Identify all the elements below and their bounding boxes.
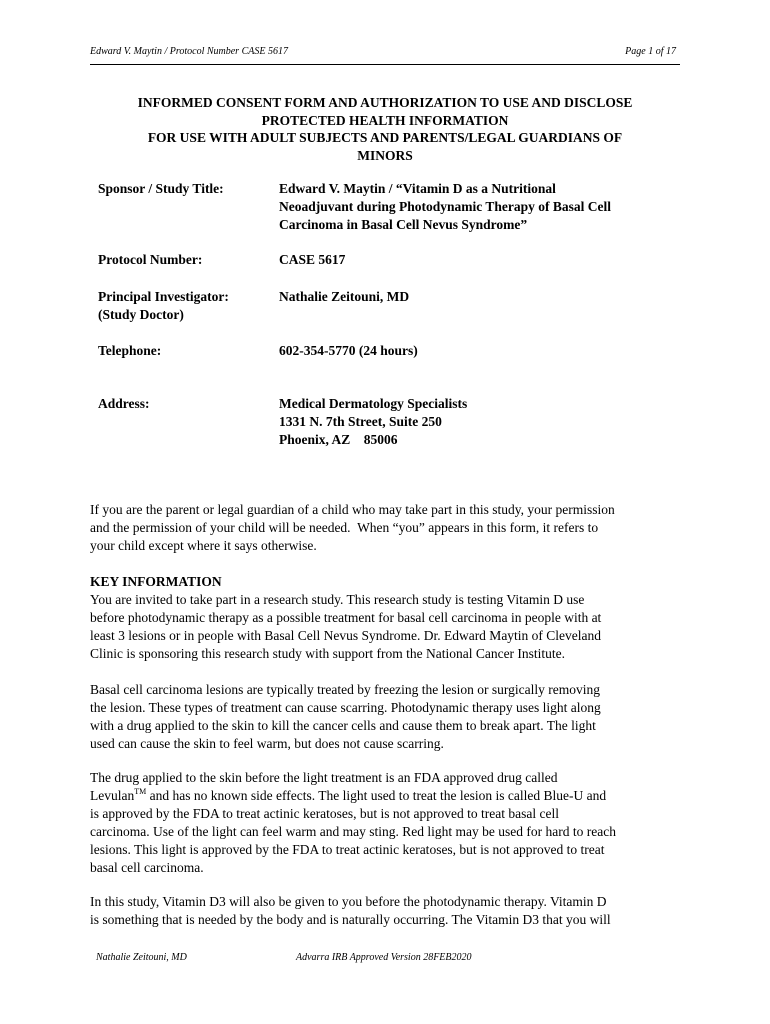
paragraph-line: basal cell carcinoma. bbox=[90, 860, 204, 875]
paragraph-line: used can cause the skin to feel warm, but does not cause scarring. bbox=[90, 736, 444, 751]
investigator-value: Nathalie Zeitouni, MD bbox=[279, 289, 410, 304]
key-information-section bbox=[90, 573, 690, 663]
vitamin-d-paragraph bbox=[90, 893, 690, 929]
address-row bbox=[98, 395, 688, 449]
header-divider bbox=[90, 64, 680, 65]
paragraph-line: is something that is needed by the body and is naturally occurring. The Vitamin D3 that you will bbox=[90, 912, 611, 927]
telephone-label: Telephone: bbox=[98, 343, 162, 358]
title-line: MINORS bbox=[357, 147, 413, 163]
footer-approval: Advarra IRB Approved Version 28FEB2020 bbox=[296, 952, 472, 963]
sponsor-label: Sponsor / Study Title: bbox=[98, 181, 224, 196]
investigator-label-line: (Study Doctor) bbox=[98, 307, 184, 322]
guardian-paragraph bbox=[90, 501, 690, 555]
paragraph-line: lesions. This light is approved by the FDA to treat actinic keratoses, but is not approved to treat bbox=[90, 842, 605, 857]
title-line: FOR USE WITH ADULT SUBJECTS AND PARENTS/LEGAL GUARDIANS OF bbox=[147, 130, 623, 145]
drug-paragraph bbox=[90, 769, 690, 877]
sponsor-value-line: Carcinoma in Basal Cell Nevus Syndrome” bbox=[279, 217, 528, 232]
investigator-label bbox=[98, 288, 273, 324]
paragraph-line: In this study, Vitamin D3 will also be given to you before the photodynamic therapy. Vitamin D bbox=[90, 894, 607, 909]
paragraph-line: You are invited to take part in a research study. This research study is testing Vitamin D use bbox=[90, 592, 585, 607]
treatment-paragraph bbox=[90, 681, 690, 753]
paragraph-line-rest: and has no known side effects. The light used to treat the lesion is called Blue-U and bbox=[146, 788, 607, 803]
paragraph-line: the lesion. These types of treatment can cause scarring. Photodynamic therapy uses light along bbox=[90, 700, 601, 715]
telephone-row bbox=[98, 342, 688, 360]
footer-investigator: Nathalie Zeitouni, MD bbox=[96, 952, 187, 963]
paragraph-line bbox=[90, 787, 690, 805]
section-heading: KEY INFORMATION bbox=[90, 574, 222, 589]
levulan-text: Levulan bbox=[90, 788, 135, 803]
trademark-mark: TM bbox=[134, 787, 147, 796]
investigator-row bbox=[98, 288, 688, 324]
paragraph-line: carcinoma. Use of the light can feel warm and may sting. Red light may be used for hard to reach bbox=[90, 824, 616, 839]
paragraph-line: Basal cell carcinoma lesions are typically treated by freezing the lesion or surgically removing bbox=[90, 682, 600, 697]
address-line: 1331 N. 7th Street, Suite 250 bbox=[279, 414, 442, 429]
paragraph-line: Clinic is sponsoring this research study with support from the National Cancer Institute. bbox=[90, 646, 566, 661]
paragraph-line: is approved by the FDA to treat actinic keratoses, but is not approved to treat basal cell bbox=[90, 806, 559, 821]
address-line: Medical Dermatology Specialists bbox=[279, 396, 468, 411]
paragraph-line: If you are the parent or legal guardian of a child who may take part in this study, your permission bbox=[90, 502, 615, 517]
page-number: Page 1 of 17 bbox=[625, 46, 676, 57]
title-line: INFORMED CONSENT FORM AND AUTHORIZATION TO USE AND DISCLOSE bbox=[137, 95, 633, 110]
sponsor-value bbox=[279, 180, 679, 234]
paragraph-line: before photodynamic therapy as a possible treatment for basal cell carcinoma in people with at bbox=[90, 610, 602, 625]
address-line: Phoenix, AZ 85006 bbox=[279, 432, 398, 447]
protocol-row bbox=[98, 251, 688, 269]
paragraph-line: your child except where it says otherwise. bbox=[90, 538, 317, 553]
paragraph-line: and the permission of your child will be needed. When “you” appears in this form, it refers to bbox=[90, 520, 599, 535]
sponsor-value-line: Edward V. Maytin / “Vitamin D as a Nutritional bbox=[279, 181, 556, 196]
address-label: Address: bbox=[98, 396, 150, 411]
header-left-text: Edward V. Maytin / Protocol Number CASE 5617 bbox=[90, 46, 288, 57]
sponsor-row bbox=[98, 180, 688, 234]
title-line: PROTECTED HEALTH INFORMATION bbox=[261, 112, 509, 128]
document-title bbox=[90, 94, 680, 164]
protocol-label: Protocol Number: bbox=[98, 252, 203, 267]
address-value bbox=[279, 395, 679, 449]
sponsor-value-line: Neoadjuvant during Photodynamic Therapy of Basal Cell bbox=[279, 199, 612, 214]
telephone-value: 602-354-5770 (24 hours) bbox=[279, 343, 418, 358]
protocol-value: CASE 5617 bbox=[279, 252, 346, 267]
paragraph-line: with a drug applied to the skin to kill the cancer cells and cause them to break apart. The light bbox=[90, 718, 596, 733]
paragraph-line: least 3 lesions or in people with Basal Cell Nevus Syndrome. Dr. Edward Maytin of Cleveland bbox=[90, 628, 602, 643]
paragraph-line: The drug applied to the skin before the light treatment is an FDA approved drug called bbox=[90, 770, 558, 785]
investigator-label-line: Principal Investigator: bbox=[98, 289, 229, 304]
